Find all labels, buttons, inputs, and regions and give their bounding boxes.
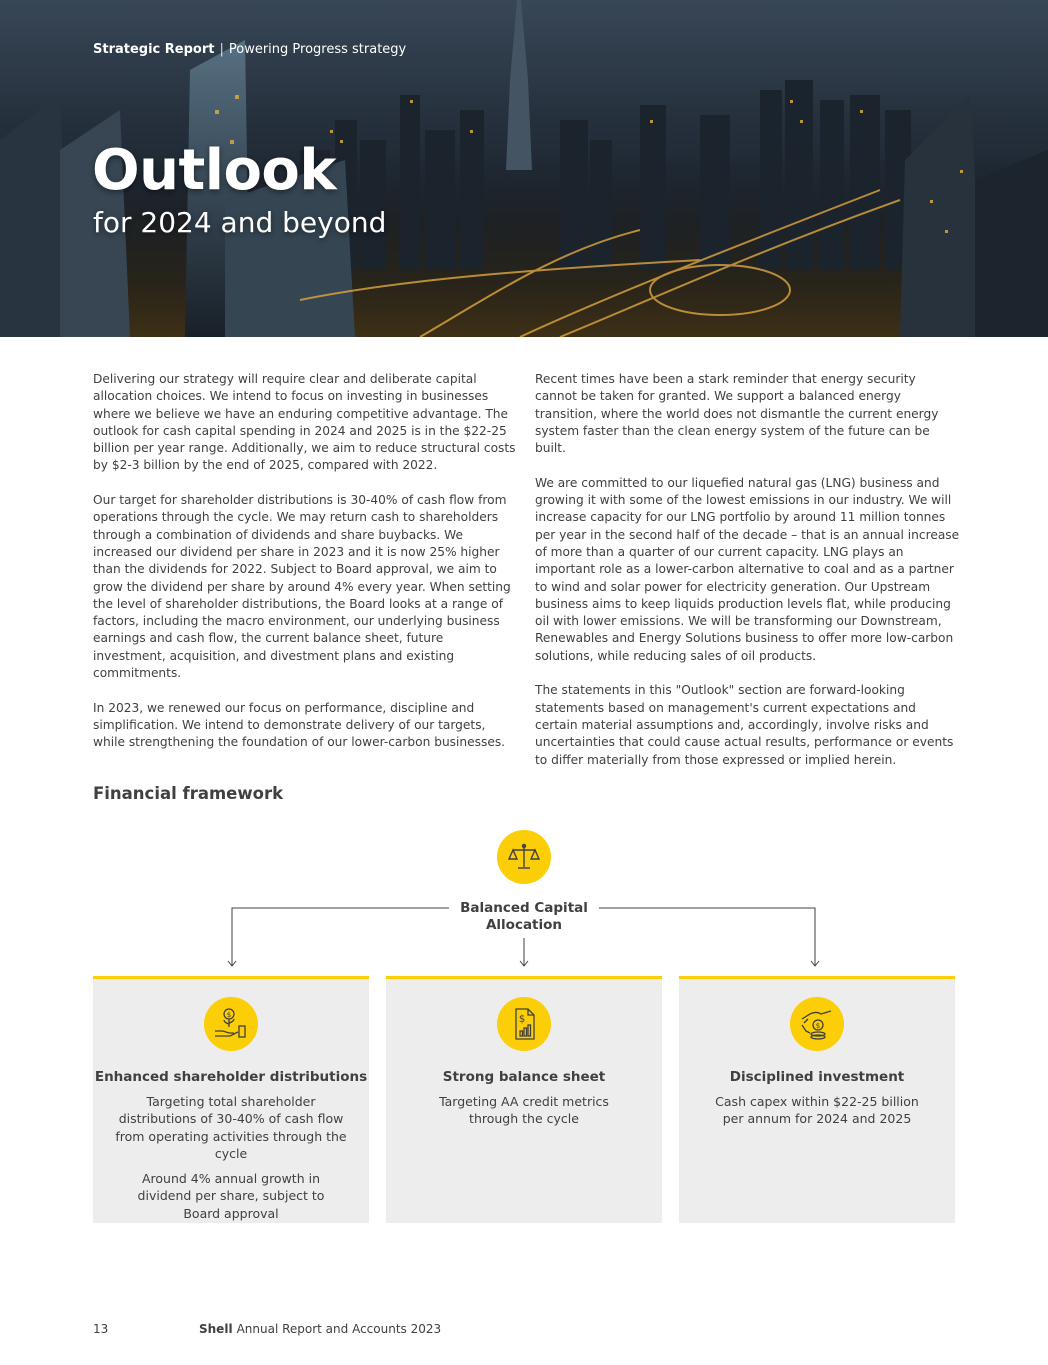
card-title: Disciplined investment bbox=[729, 1069, 905, 1085]
dollar-hand-plant-icon bbox=[204, 997, 258, 1051]
breadcrumb bbox=[93, 42, 406, 57]
body-paragraph: Our target for shareholder distributions is 30-40% of cash flow from operations through the cycle. We may return cash to shareholders through a combination of dividends and share buybacks. We increased our dividend per share in 2023 and it is now 25% higher than the dividends for 2022. Subject to Board approval, we aim to grow the dividend per share by around 4% every year. When setting the level of shareholder distributions, the Board looks at a range of factors, including the macro environment, our underlying business earnings and cash flow, the current balance sheet, future investment, acquisition, and divestment plans and existing commitments. bbox=[93, 493, 511, 681]
footer-report bbox=[199, 1322, 441, 1336]
hand-coins-icon bbox=[790, 997, 844, 1051]
card-text: Around 4% annual growth in dividend per share, subject to Board approval bbox=[137, 1171, 325, 1221]
body-paragraph: Recent times have been a stark reminder that energy security cannot be taken for granted. We support a balanced energy transition, where the world does not dismantle the current energy system faster than the clean energy system of the future can be built. bbox=[535, 372, 939, 456]
card-text: Cash capex within $22-25 billion per annum for 2024 and 2025 bbox=[715, 1094, 919, 1127]
body-paragraph: In 2023, we renewed our focus on performance, discipline and simplification. We intend to demonstrate delivery of our targets, while strengthening the foundation of our lower-carbon businesses. bbox=[93, 700, 506, 750]
page-title: Outlook bbox=[92, 138, 337, 203]
dollar-document-chart-icon bbox=[497, 997, 551, 1051]
body-column-left bbox=[93, 371, 518, 769]
body-column-right bbox=[535, 371, 960, 786]
framework-title: Financial framework bbox=[93, 784, 284, 803]
financial-framework-diagram bbox=[0, 820, 1048, 1240]
body-paragraph: We are committed to our liquefied natural gas (LNG) business and growing it with some of the lowest emissions in our industry. We will increase capacity for our LNG portfolio by around 11 million tonnes per year in the second half of the decade – that is an annual increase of more than a quarter of our current capacity. LNG plays an important role as a lower-carbon alternative to coal and as a partner to wind and solar power for electricity generation. Our Upstream business aims to keep liquids production levels flat, while producing oil with lower emissions. We will be transforming our Downstream, Renewables and Energy Solutions business to offer more low-carbon solutions, while reducing sales of oil products. bbox=[535, 475, 960, 663]
card-shareholder-distributions bbox=[93, 976, 369, 1223]
body-paragraph: Delivering our strategy will require clear and deliberate capital allocation choices. We intend to focus on investing in businesses where we believe we have an enduring competitive advantage. The outlook for cash capital spending in 2024 and 2025 is in the $22-25 billion per year range. Additionally, we aim to reduce structural costs by $2-3 billion by the end of 2025, compared with 2022. bbox=[93, 372, 516, 473]
breadcrumb-subsection: Powering Progress strategy bbox=[228, 42, 407, 57]
card-balance-sheet bbox=[386, 976, 662, 1223]
body-paragraph: The statements in this "Outlook" section are forward-looking statements based on management's current expectations and certain material assumptions and, accordingly, involve risks and uncertainties that could cause actual results, performance or events to differ materially from those expressed or implied herein. bbox=[535, 683, 954, 767]
card-text: Targeting AA credit metrics through the cycle bbox=[439, 1094, 609, 1127]
card-title: Strong balance sheet bbox=[442, 1069, 606, 1085]
page-subtitle: for 2024 and beyond bbox=[93, 206, 387, 239]
page-number: 13 bbox=[93, 1322, 109, 1336]
hero-banner bbox=[0, 0, 1048, 337]
card-text: Targeting total shareholder distributions of 30-40% of cash flow from operating activities through the cycle bbox=[115, 1094, 347, 1161]
svg-text:$: $ bbox=[226, 1011, 232, 1019]
breadcrumb-section: Strategic Report bbox=[93, 42, 215, 57]
footer-brand: Shell bbox=[199, 1322, 233, 1336]
card-disciplined-investment bbox=[679, 976, 955, 1223]
card-title: Enhanced shareholder distributions bbox=[94, 1069, 368, 1085]
svg-text:$: $ bbox=[815, 1022, 821, 1030]
scales-icon bbox=[497, 830, 551, 884]
svg-text:$: $ bbox=[518, 1014, 526, 1025]
breadcrumb-separator: | bbox=[219, 42, 224, 57]
balanced-capital-allocation-label: Balanced Capital Allocation bbox=[449, 900, 599, 934]
footer-report-title: Annual Report and Accounts 2023 bbox=[236, 1322, 442, 1336]
